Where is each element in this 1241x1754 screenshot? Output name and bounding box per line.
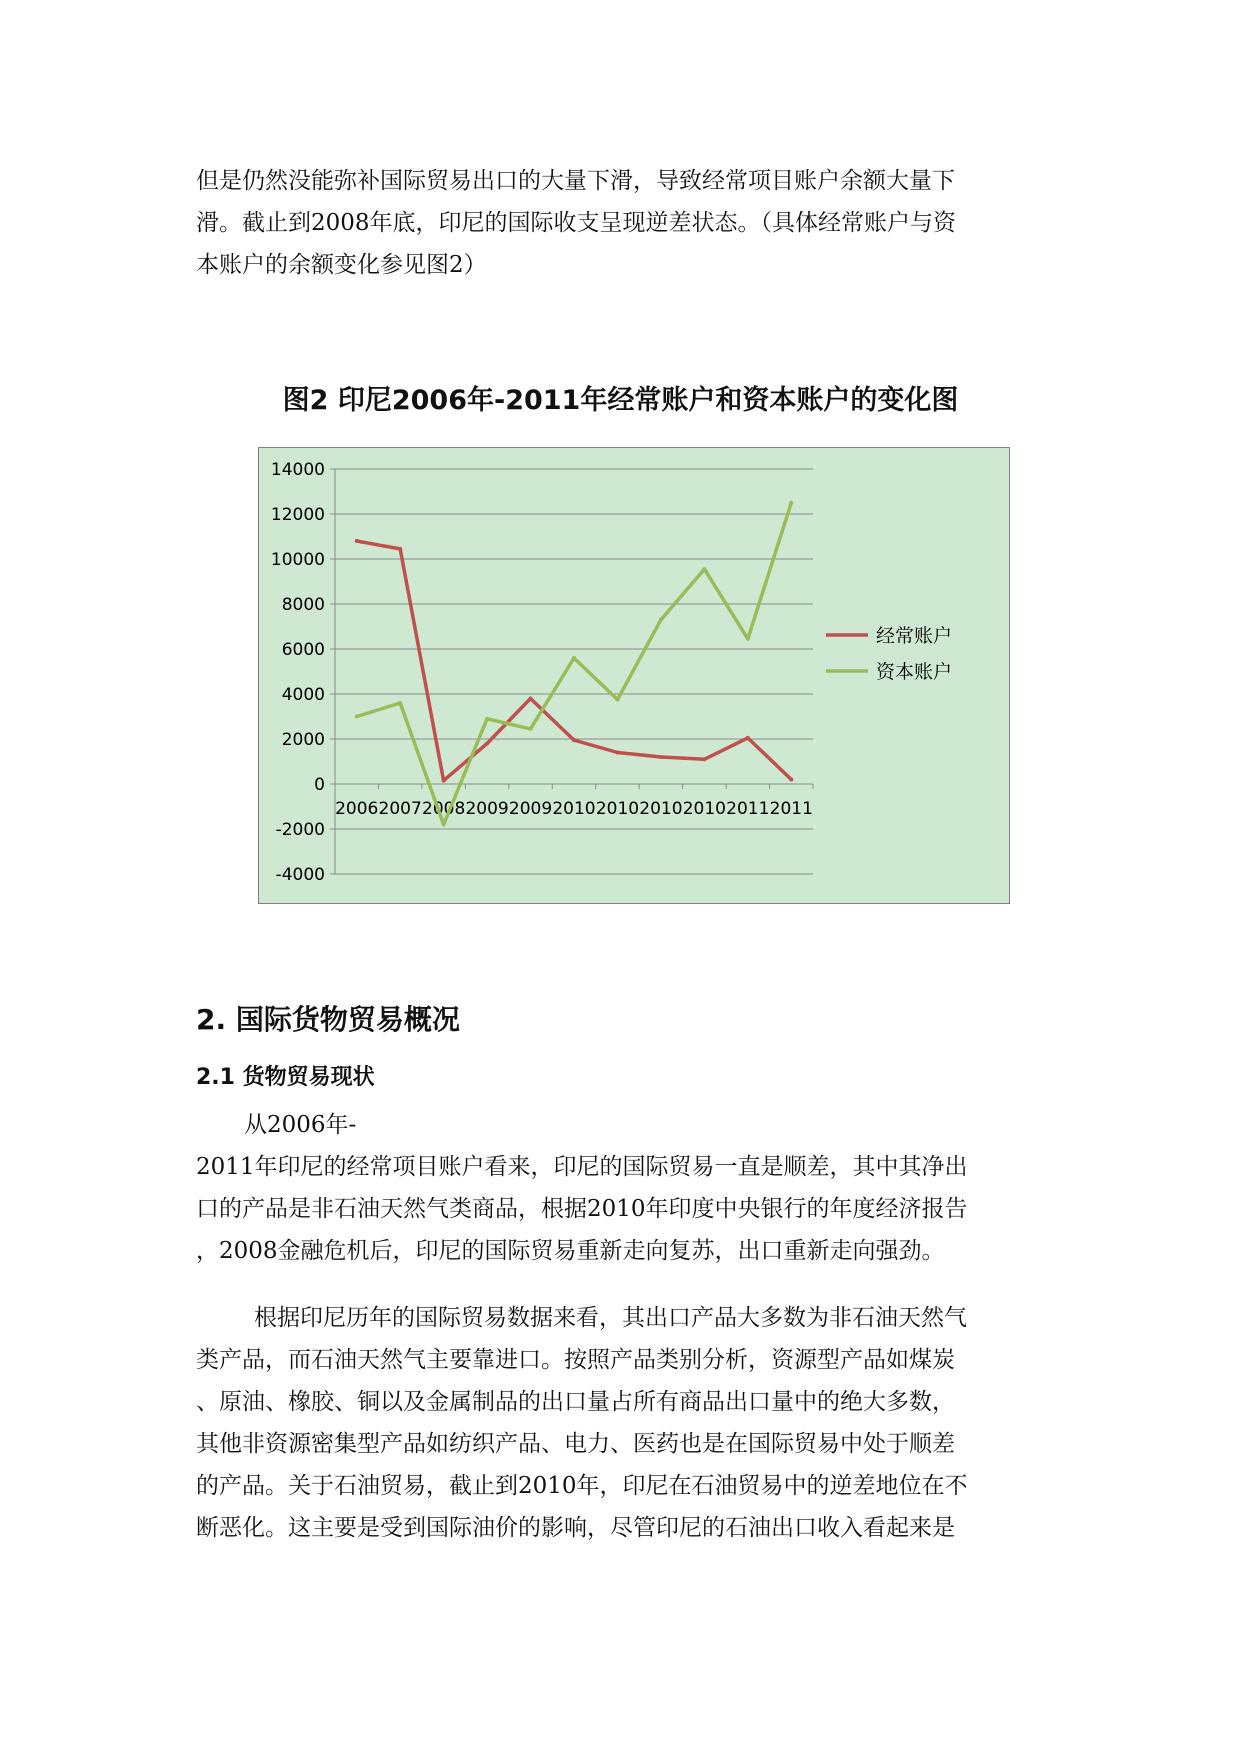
data-point xyxy=(572,738,576,742)
data-point xyxy=(615,751,619,755)
data-point xyxy=(702,757,706,761)
data-point xyxy=(746,736,750,740)
data-point xyxy=(355,539,359,543)
data-point xyxy=(789,501,793,505)
text-line: 其他非资源密集型产品如纺织产品、电力、医药也是在国际贸易中处于顺差 xyxy=(196,1431,955,1457)
figure-title: 图2 印尼2006年-2011年经常账户和资本账户的变化图 xyxy=(282,385,959,416)
x-tick-label: 2007 xyxy=(378,799,422,819)
x-tick-label: 2006 xyxy=(335,799,379,819)
y-tick-label: -2000 xyxy=(275,820,325,840)
text-line: 滑。截止到2008年底，印尼的国际收支呈现逆差状态。（具体经常账户与资 xyxy=(196,210,957,236)
text-line: 口的产品是非石油天然气类商品，根据2010年印度中央银行的年度经济报告 xyxy=(196,1196,968,1222)
text-line: 2011年印尼的经常项目账户看来，印尼的国际贸易一直是顺差，其中其净出 xyxy=(196,1154,968,1180)
data-point xyxy=(659,618,663,622)
x-tick-label: 2010 xyxy=(552,799,596,819)
data-point xyxy=(789,778,793,782)
subsection-heading: 2.1 货物贸易现状 xyxy=(196,1065,375,1090)
text-line: 断恶化。这主要是受到国际油价的影响，尽管印尼的石油出口收入看起来是 xyxy=(196,1515,955,1541)
y-tick-label: 0 xyxy=(314,775,325,795)
paragraph-3 xyxy=(196,1297,1046,1549)
data-point xyxy=(572,656,576,660)
x-tick-label: 2009 xyxy=(465,799,509,819)
paragraph-1 xyxy=(196,160,1046,286)
y-tick-label: 8000 xyxy=(281,595,325,615)
y-tick-label: 2000 xyxy=(281,730,325,750)
data-point xyxy=(398,547,402,551)
data-point xyxy=(615,698,619,702)
data-point xyxy=(485,717,489,721)
x-tick-label: 2008 xyxy=(422,799,466,819)
text-line: 类产品，而石油天然气主要靠进口。按照产品类别分析，资源型产品如煤炭 xyxy=(196,1347,955,1373)
legend-label: 经常账户 xyxy=(876,625,953,647)
x-tick-label: 2010 xyxy=(595,799,640,819)
y-tick-label: -4000 xyxy=(275,865,325,885)
y-tick-label: 12000 xyxy=(270,505,325,525)
text-line: 、原油、橡胶、铜以及金属制品的出口量占所有商品出口量中的绝大多数， xyxy=(196,1389,955,1415)
text-line: 但是仍然没能弥补国际贸易出口的大量下滑，导致经常项目账户余额大量下 xyxy=(196,168,955,194)
data-point xyxy=(442,823,446,827)
data-point xyxy=(746,637,750,641)
data-point xyxy=(485,742,489,746)
x-tick-label: 2009 xyxy=(508,799,553,819)
y-tick-label: 4000 xyxy=(281,685,325,705)
y-tick-label: 10000 xyxy=(270,550,325,570)
data-point xyxy=(398,701,402,705)
x-tick-label: 2010 xyxy=(639,799,683,819)
data-point xyxy=(659,755,663,759)
x-tick-label: 2011 xyxy=(726,799,770,819)
y-tick-label: 6000 xyxy=(281,640,325,660)
data-point xyxy=(442,779,446,783)
line-chart xyxy=(258,447,1010,904)
data-point xyxy=(702,567,706,571)
legend-label: 资本账户 xyxy=(876,661,953,683)
data-point xyxy=(529,697,533,701)
data-point xyxy=(355,715,359,719)
paragraph-2 xyxy=(196,1104,1046,1272)
text-line: 从2006年- xyxy=(244,1112,357,1138)
x-tick-label: 2010 xyxy=(682,799,726,819)
data-point xyxy=(529,727,533,731)
text-line: 根据印尼历年的国际贸易数据来看，其出口产品大多数为非石油天然气 xyxy=(254,1305,967,1331)
x-tick-label: 2011 xyxy=(769,799,813,819)
y-tick-label: 14000 xyxy=(270,460,325,480)
text-line: ，2008金融危机后，印尼的国际贸易重新走向复苏，出口重新走向强劲。 xyxy=(196,1238,945,1264)
text-line: 本账户的余额变化参见图2） xyxy=(196,252,487,278)
text-line: 的产品。关于石油贸易，截止到2010年，印尼在石油贸易中的逆差地位在不 xyxy=(196,1473,968,1499)
section-heading: 2. 国际货物贸易概况 xyxy=(196,1003,460,1036)
